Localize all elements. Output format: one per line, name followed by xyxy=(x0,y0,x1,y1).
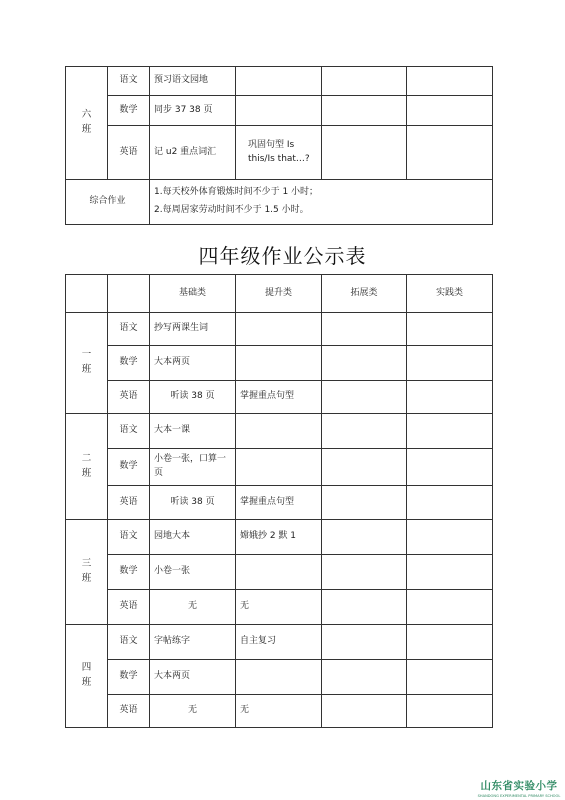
subject-cell: 英语 xyxy=(108,695,150,728)
page-title: 四年级作业公示表 xyxy=(198,244,367,268)
practice-cell xyxy=(407,381,493,414)
practice-cell xyxy=(407,449,493,486)
basic-cell: 小卷一张 xyxy=(150,555,236,590)
table-row xyxy=(66,555,493,590)
class-name-part: 一 xyxy=(81,349,92,361)
basic-cell: 记 u2 重点词汇 xyxy=(150,126,236,180)
practice-cell xyxy=(407,96,493,126)
practice-cell xyxy=(407,695,493,728)
table-row xyxy=(66,126,493,180)
basic-cell: 小卷一张，口算一页 xyxy=(150,449,236,486)
class-cell xyxy=(66,67,108,180)
improve-cell xyxy=(236,96,322,126)
subject-cell: 语文 xyxy=(108,414,150,449)
subject-cell: 语文 xyxy=(108,520,150,555)
subject-cell: 数学 xyxy=(108,96,150,126)
improve-cell: 掌握重点句型 xyxy=(236,381,322,414)
header-cell xyxy=(66,275,108,313)
basic-cell: 抄写两课生词 xyxy=(150,313,236,346)
table-body xyxy=(66,313,493,728)
practice-cell xyxy=(407,346,493,381)
class-six-table xyxy=(65,66,493,225)
extend-cell xyxy=(322,414,407,449)
extend-cell xyxy=(322,486,407,520)
table-row xyxy=(66,180,493,225)
table-row xyxy=(66,414,493,449)
subject-cell: 英语 xyxy=(108,126,150,180)
table-row xyxy=(66,313,493,346)
improve-cell: 嫦娥抄 2 默 1 xyxy=(236,520,322,555)
header-cell xyxy=(108,275,150,313)
subject-cell: 语文 xyxy=(108,625,150,660)
improve-cell xyxy=(236,67,322,96)
practice-cell xyxy=(407,555,493,590)
table-row xyxy=(66,67,493,96)
improve-cell: 无 xyxy=(236,590,322,625)
table-row xyxy=(66,486,493,520)
practice-cell xyxy=(407,660,493,695)
extend-cell xyxy=(322,660,407,695)
subject-cell: 英语 xyxy=(108,486,150,520)
improve-cell: 无 xyxy=(236,695,322,728)
header-cell: 实践类 xyxy=(407,275,493,313)
basic-cell: 无 xyxy=(150,590,236,625)
extend-cell xyxy=(322,381,407,414)
basic-cell: 园地大本 xyxy=(150,520,236,555)
class-name-part: 班 xyxy=(81,364,92,375)
improve-cell xyxy=(236,414,322,449)
subject-cell: 语文 xyxy=(108,67,150,96)
subject-cell: 英语 xyxy=(108,381,150,414)
subject-cell: 语文 xyxy=(108,313,150,346)
subject-cell: 数学 xyxy=(108,449,150,486)
header-cell: 提升类 xyxy=(236,275,322,313)
extend-cell xyxy=(322,520,407,555)
table-row xyxy=(66,625,493,660)
school-logo xyxy=(474,778,564,798)
practice-cell xyxy=(407,414,493,449)
practice-cell xyxy=(407,486,493,520)
extend-cell xyxy=(322,96,407,126)
practice-cell xyxy=(407,590,493,625)
improve-cell xyxy=(236,313,322,346)
practice-cell xyxy=(407,126,493,180)
class-name-part: 班 xyxy=(81,573,92,584)
improve-cell xyxy=(236,346,322,381)
school-name-cn: 山东省实验小学 xyxy=(480,780,558,792)
extend-cell xyxy=(322,67,407,96)
extend-cell xyxy=(322,590,407,625)
basic-cell: 同步 37 38 页 xyxy=(150,96,236,126)
improve-cell: 掌握重点句型 xyxy=(236,486,322,520)
practice-cell xyxy=(407,520,493,555)
header-row xyxy=(66,275,493,313)
extend-cell xyxy=(322,695,407,728)
basic-cell: 听读 38 页 xyxy=(150,486,236,520)
table-row xyxy=(66,381,493,414)
subject-cell: 数学 xyxy=(108,660,150,695)
header-cell: 基础类 xyxy=(150,275,236,313)
subject-cell: 数学 xyxy=(108,555,150,590)
practice-cell xyxy=(407,313,493,346)
improve-cell xyxy=(236,449,322,486)
class-name-part: 三 xyxy=(81,558,92,570)
extend-cell xyxy=(322,313,407,346)
table-row xyxy=(66,660,493,695)
class-cell xyxy=(66,520,108,625)
basic-cell: 大本两页 xyxy=(150,346,236,381)
table-row xyxy=(66,695,493,728)
extend-cell xyxy=(322,346,407,381)
improve-cell: 巩固句型 Is this/Is that…? xyxy=(236,126,322,180)
subject-cell: 数学 xyxy=(108,346,150,381)
subject-cell: 英语 xyxy=(108,590,150,625)
comprehensive-line: 1.每天校外体育锻炼时间不少于 1 小时； xyxy=(154,187,319,198)
class-name-part: 班 xyxy=(81,467,92,479)
comprehensive-content xyxy=(150,180,493,225)
class-cell xyxy=(66,313,108,414)
improve-cell xyxy=(236,660,322,695)
basic-cell: 预习语文园地 xyxy=(150,67,236,96)
comprehensive-line: 2.每周居家劳动时间不少于 1.5 小时。 xyxy=(154,205,309,215)
comprehensive-label: 综合作业 xyxy=(66,180,150,225)
basic-cell: 大本一课 xyxy=(150,414,236,449)
class-cell xyxy=(66,625,108,728)
header-cell: 拓展类 xyxy=(322,275,407,313)
extend-cell xyxy=(322,126,407,180)
practice-cell xyxy=(407,67,493,96)
basic-cell: 字帖练字 xyxy=(150,625,236,660)
improve-cell: 自主复习 xyxy=(236,625,322,660)
extend-cell xyxy=(322,555,407,590)
class-name-part: 六 xyxy=(81,109,92,121)
class-name-part: 二 xyxy=(81,452,92,464)
class-name-part: 班 xyxy=(81,124,92,135)
class-name-part: 四 xyxy=(81,662,92,674)
practice-cell xyxy=(407,625,493,660)
class-cell xyxy=(66,414,108,520)
school-name-en: SHANDONG EXPERIMENTAL PRIMARY SCHOOL xyxy=(477,794,561,798)
extend-cell xyxy=(322,625,407,660)
table-row xyxy=(66,449,493,486)
basic-cell: 无 xyxy=(150,695,236,728)
class-name-part: 班 xyxy=(81,677,92,688)
improve-cell xyxy=(236,555,322,590)
table-row xyxy=(66,346,493,381)
basic-cell: 大本两页 xyxy=(150,660,236,695)
table-row xyxy=(66,590,493,625)
basic-cell: 听读 38 页 xyxy=(150,381,236,414)
extend-cell xyxy=(322,449,407,486)
grade-four-homework-table xyxy=(65,274,493,728)
table-row xyxy=(66,520,493,555)
table-row xyxy=(66,96,493,126)
